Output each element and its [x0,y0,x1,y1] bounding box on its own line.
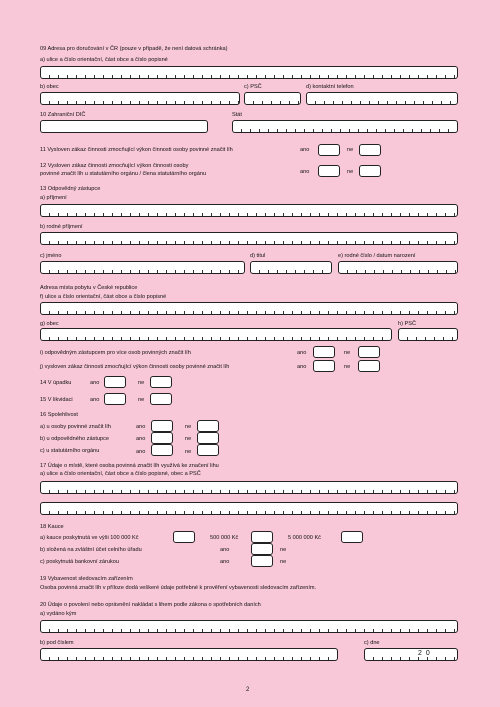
s13-i-label: i) odpovědným zástupcem pro více osob povinných značit líh [40,350,191,356]
s13-f-label: f) ulice a číslo orientační, část obce a číslo popisné [40,294,167,300]
s09-d-label: d) kontaktní telefon [306,84,354,90]
s09-title: 09 Adresa pro doručování v ČR (pouze v případě, že není datová schránka) [40,46,228,52]
s14-ne-label: ne [138,380,145,386]
page-number: 2 [246,687,250,693]
s13-c-label: c) jméno [40,253,62,259]
s14-title: 14 V úpadku [40,380,72,386]
s18-b-label: b) složená na zvláštní účet celního úřadu [40,547,142,553]
s10-title: 10 Zahraniční DIČ [40,112,86,118]
s19-text: Osoba povinná značit líh v příloze dodá veškeré údaje potřebné k prověření vybavenosti sledovacím zařízením. [40,585,317,591]
s12-line1: 12 Vysloven zákaz činnosti zmocňující výkon činnosti osoby [40,163,189,169]
s14-ne-box[interactable] [150,376,172,388]
s18c-ano-label: ano [220,559,230,565]
s12-ano-label: ano [300,169,310,175]
s13-titul-field[interactable] [250,261,332,274]
s13j-ano-label: ano [297,364,307,370]
s20-b-label: b) pod číslem [40,640,74,646]
s13-rodne-cislo-field[interactable] [338,261,458,274]
s12-ano-box[interactable] [318,165,340,177]
s18-500k-label: 500 000 Kč [210,535,239,541]
s12-line2: povinné značit líh u statutárního orgánu / člena statutárního orgánu [40,171,207,177]
s17-a-label: a) ulice a číslo orientační, část obce a číslo popisné, obec a PSČ [40,471,201,477]
s16-c-label: c) u statutárního orgánu [40,448,100,454]
s17-address-field-1[interactable] [40,481,458,494]
s16b-ano-label: ano [136,436,146,442]
s13-h-label: h) PSČ [398,321,417,327]
s11-ne-box[interactable] [359,144,381,156]
s09-a-label: a) ulice a číslo orientační, část obce a číslo popisné [40,57,168,63]
s15-ano-box[interactable] [104,393,126,405]
s13i-ne-label: ne [344,350,351,356]
s18-5m-box[interactable] [341,531,363,543]
s13-jmeno-field[interactable] [40,261,245,274]
s15-ne-label: ne [138,397,145,403]
s13-prijmeni-field[interactable] [40,204,458,217]
s09-phone-field[interactable] [306,92,458,105]
s13j-ne-box[interactable] [358,360,380,372]
s13-b-label: b) rodné příjmení [40,224,83,230]
s13i-ano-box[interactable] [313,346,335,358]
s20-cislo-field[interactable] [40,648,338,661]
s14-ano-box[interactable] [104,376,126,388]
s18b-ne-label: ne [280,547,287,553]
s15-ne-box[interactable] [150,393,172,405]
s16a-ne-label: ne [185,424,192,430]
s18b-ano-label: ano [220,547,230,553]
s18-100k-box[interactable] [173,531,195,543]
s13-adresa-label: Adresa místa pobytu v České republice [40,285,138,291]
s16c-ano-box[interactable] [151,444,173,456]
s13i-ano-label: ano [297,350,307,356]
s18-title: 18 Kauce [40,524,64,530]
s18-c-label: c) poskytnutá bankovní zárukou [40,559,119,565]
s14-ano-label: ano [90,380,100,386]
s09-psc-field[interactable] [244,92,301,105]
s13-j-label: j) vysloven zákaz činnosti zmocňující výkon činnosti osoby povinné značit líh [40,364,230,370]
s20-date-field[interactable] [364,648,458,661]
s16a-ano-box[interactable] [151,420,173,432]
s17-address-field-2[interactable] [40,502,458,515]
s13-g-label: g) obec [40,321,59,327]
s13-d-label: d) titul [250,253,266,259]
s13-psc-field[interactable] [398,328,458,341]
s18c-ano-box[interactable] [251,555,273,567]
s18c-ne-label: ne [280,559,287,565]
s16b-ne-box[interactable] [197,432,219,444]
s16b-ano-box[interactable] [151,432,173,444]
s13-rodne-prijmeni-field[interactable] [40,232,458,245]
s17-title: 17 Údaje o místě, které osoba povinná značit líh využívá ke značení lihu [40,463,219,469]
s18-5m-label: 5 000 000 Kč [288,535,321,541]
s11-title: 11 Vysloven zákaz činnosti zmocňující výkon činnosti osoby povinné značit líh [40,147,233,153]
s13-ulice-field[interactable] [40,302,458,315]
s13-e-label: e) rodné číslo / datum narození [338,253,416,259]
s20-a-label: a) vydáno kým [40,611,77,617]
s16b-ne-label: ne [185,436,192,442]
s10-stat-field[interactable] [232,120,458,133]
s20-vydano-field[interactable] [40,620,458,633]
s11-ano-box[interactable] [318,144,340,156]
s15-ano-label: ano [90,397,100,403]
s10-stat-label: Stát [232,112,242,118]
s13j-ne-label: ne [344,364,351,370]
s16-title: 16 Spolehlivost [40,412,78,418]
s16a-ano-label: ano [136,424,146,430]
s12-ne-label: ne [347,169,354,175]
s10-dic-field[interactable] [40,120,208,133]
s13-obec-field[interactable] [40,328,392,341]
s16c-ne-label: ne [185,449,192,455]
s18b-ano-box[interactable] [251,543,273,555]
s16c-ano-label: ano [136,449,146,455]
s20-c-label: c) dne [364,640,380,646]
s09-obec-field[interactable] [40,92,240,105]
s09-c-label: c) PSČ [244,84,262,90]
s16-a-label: a) u osoby povinné značit líh [40,424,111,430]
s13j-ano-box[interactable] [313,360,335,372]
s09-street-field[interactable] [40,66,458,79]
s19-title: 19 Vybavenost sledovacím zařízením [40,576,133,582]
s18-500k-box[interactable] [251,531,273,543]
s18-a-label: a) kauce poskytnutá ve výši 100 000 Kč [40,535,139,541]
s15-title: 15 V likvidaci [40,397,73,403]
s11-ano-label: ano [300,147,310,153]
s16c-ne-box[interactable] [197,444,219,456]
s16-b-label: b) u odpovědného zástupce [40,436,110,442]
s20-date-prefix: 2 0 [418,650,431,657]
s11-ne-label: ne [347,147,354,153]
s13-title: 13 Odpovědný zástupce [40,186,101,192]
s13i-ne-box[interactable] [358,346,380,358]
s09-b-label: b) obec [40,84,59,90]
s13-a-label: a) příjmení [40,195,67,201]
s16a-ne-box[interactable] [197,420,219,432]
s12-ne-box[interactable] [359,165,381,177]
s20-title: 20 Údaje o povolení nebo oprávnění nakládat s lihem podle zákona o spotřebních daních [40,602,261,608]
